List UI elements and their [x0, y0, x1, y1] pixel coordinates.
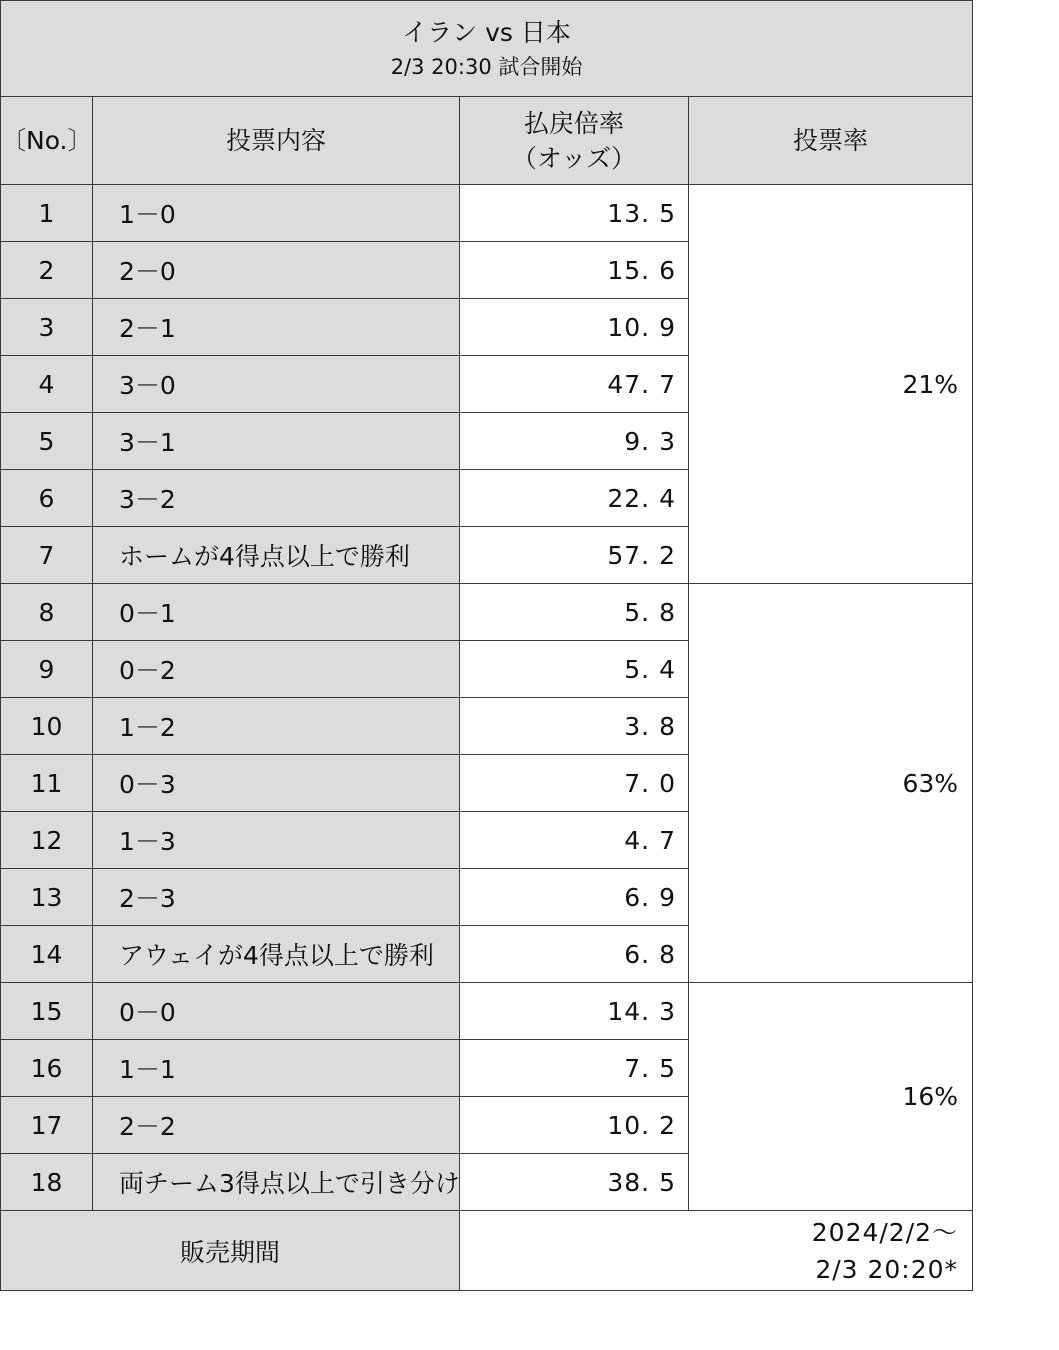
vote-content: 0－0	[93, 983, 460, 1040]
vote-content: 両チーム3得点以上で引き分け	[93, 1154, 460, 1211]
vote-content: 2－2	[93, 1097, 460, 1154]
vote-content: 2－1	[93, 299, 460, 356]
vote-content: 1－1	[93, 1040, 460, 1097]
row-number: 5	[1, 413, 93, 470]
vote-content: 0－2	[93, 641, 460, 698]
row-number: 14	[1, 926, 93, 983]
vote-content: アウェイが4得点以上で勝利	[93, 926, 460, 983]
vote-content: 1－0	[93, 185, 460, 242]
row-number: 7	[1, 527, 93, 584]
header-rate: 投票率	[689, 97, 973, 185]
row-number: 8	[1, 584, 93, 641]
row-number: 4	[1, 356, 93, 413]
header-odds-line1: 払戻倍率	[523, 108, 624, 138]
odds-value: 3. 8	[460, 698, 689, 755]
odds-value: 5. 8	[460, 584, 689, 641]
rate-home: 21%	[689, 185, 973, 584]
odds-value: 10. 9	[460, 299, 689, 356]
rate-draw: 16%	[689, 983, 973, 1211]
match-title: イラン vs 日本	[402, 17, 571, 47]
row-number: 15	[1, 983, 93, 1040]
odds-value: 13. 5	[460, 185, 689, 242]
kickoff-time: 2/3 20:30 試合開始	[390, 54, 583, 79]
sales-period-end: 2/3 20:20*	[815, 1254, 959, 1284]
vote-content: 3－0	[93, 356, 460, 413]
odds-value: 4. 7	[460, 812, 689, 869]
header-no: 〔No.〕	[1, 97, 93, 185]
row-number: 18	[1, 1154, 93, 1211]
odds-value: 7. 5	[460, 1040, 689, 1097]
row-number: 6	[1, 470, 93, 527]
match-title-cell	[1, 1, 973, 97]
odds-value: 22. 4	[460, 470, 689, 527]
odds-value: 47. 7	[460, 356, 689, 413]
rate-away: 63%	[689, 584, 973, 983]
table-row	[1, 584, 973, 641]
sales-period-value	[460, 1211, 973, 1291]
vote-content: 0－3	[93, 755, 460, 812]
sales-period-start: 2024/2/2～	[811, 1217, 959, 1247]
vote-content: 3－2	[93, 470, 460, 527]
odds-value: 10. 2	[460, 1097, 689, 1154]
title-row	[1, 1, 973, 97]
row-number: 13	[1, 869, 93, 926]
row-number: 12	[1, 812, 93, 869]
vote-content: 1－3	[93, 812, 460, 869]
vote-content: 0－1	[93, 584, 460, 641]
row-number: 9	[1, 641, 93, 698]
row-number: 17	[1, 1097, 93, 1154]
odds-value: 38. 5	[460, 1154, 689, 1211]
sales-period-row	[1, 1211, 973, 1291]
odds-value: 57. 2	[460, 527, 689, 584]
row-number: 2	[1, 242, 93, 299]
row-number: 3	[1, 299, 93, 356]
odds-value: 6. 9	[460, 869, 689, 926]
row-number: 1	[1, 185, 93, 242]
sales-period-label: 販売期間	[1, 1211, 460, 1291]
vote-content: 1－2	[93, 698, 460, 755]
row-number: 10	[1, 698, 93, 755]
row-number: 16	[1, 1040, 93, 1097]
header-content: 投票内容	[93, 97, 460, 185]
table-row	[1, 185, 973, 242]
odds-value: 9. 3	[460, 413, 689, 470]
odds-value: 6. 8	[460, 926, 689, 983]
header-odds-line2: （オッズ）	[511, 143, 637, 173]
header-row	[1, 97, 973, 185]
vote-content: ホームが4得点以上で勝利	[93, 527, 460, 584]
vote-content: 3－1	[93, 413, 460, 470]
row-number: 11	[1, 755, 93, 812]
odds-value: 14. 3	[460, 983, 689, 1040]
vote-content: 2－0	[93, 242, 460, 299]
vote-content: 2－3	[93, 869, 460, 926]
odds-value: 5. 4	[460, 641, 689, 698]
odds-value: 7. 0	[460, 755, 689, 812]
odds-value: 15. 6	[460, 242, 689, 299]
table-row	[1, 983, 973, 1040]
header-odds	[460, 97, 689, 185]
